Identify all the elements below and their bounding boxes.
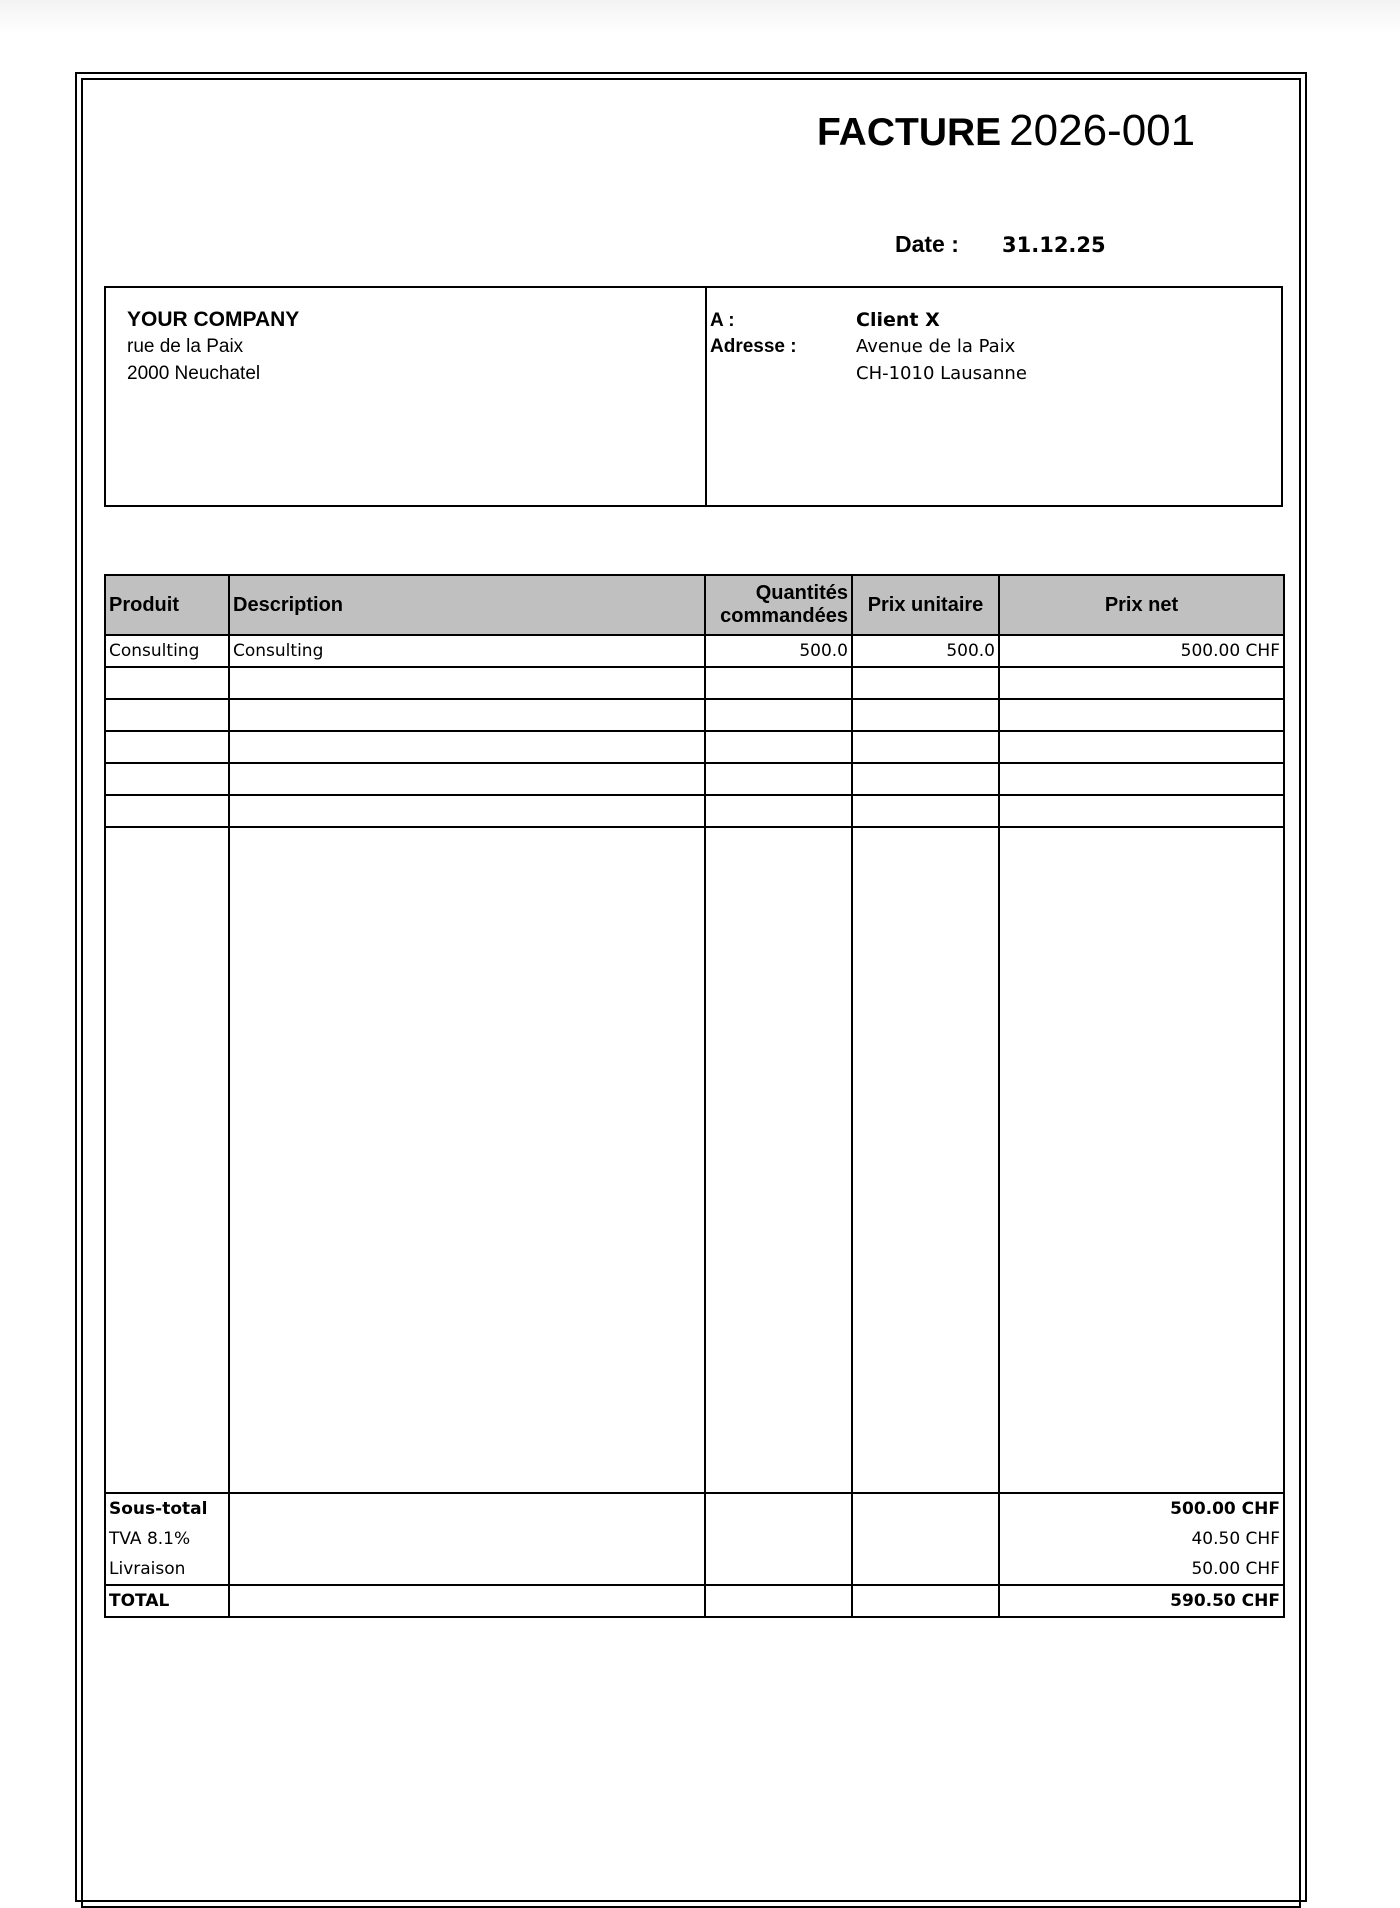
empty-cell [705,1493,852,1524]
shipping-row [105,1554,1284,1585]
cell-unit-price [852,795,999,827]
table-row [105,667,1284,699]
cell-unit-price [852,699,999,731]
invoice-title [817,106,1195,156]
table-row [105,635,1284,667]
date-value: 31.12.25 [1002,233,1106,257]
subtotal-value: 500.00 CHF [999,1493,1284,1524]
cell-product [105,795,229,827]
empty-cell [705,1554,852,1585]
empty-cell [705,1524,852,1554]
items-table [104,574,1285,1618]
header-quantity-line1: Quantités [755,582,848,604]
header-unit-price: Prix unitaire [852,575,999,635]
empty-cell [852,1585,999,1617]
cell-net-price: 500.00 CHF [999,635,1284,667]
cell-description: Consulting [229,635,705,667]
total-value: 590.50 CHF [999,1585,1284,1617]
empty-cell [852,1554,999,1585]
table-header-row [105,575,1284,635]
empty-cell [852,1493,999,1524]
filler-cell [852,827,999,1493]
cell-net-price [999,795,1284,827]
cell-product [105,667,229,699]
filler-cell [105,827,229,1493]
cell-net-price [999,731,1284,763]
total-row [105,1585,1284,1617]
table-row [105,731,1284,763]
recipient-to-label: A : [710,310,735,331]
total-label: TOTAL [105,1585,229,1617]
empty-cell [229,1493,705,1524]
cell-quantity [705,795,852,827]
vat-value: 40.50 CHF [999,1524,1284,1554]
cell-description [229,795,705,827]
empty-cell [705,1585,852,1617]
shipping-value: 50.00 CHF [999,1554,1284,1585]
empty-cell [229,1554,705,1585]
table-row [105,699,1284,731]
address-divider [705,288,707,505]
cell-description [229,731,705,763]
cell-description [229,667,705,699]
invoice-number: 2026-001 [1009,106,1196,155]
cell-unit-price [852,667,999,699]
subtotal-label: Sous-total [105,1493,229,1524]
invoice-title-word: FACTURE [817,111,1002,154]
header-quantity [705,575,852,635]
shipping-label: Livraison [105,1554,229,1585]
subtotal-row [105,1493,1284,1524]
cell-net-price [999,667,1284,699]
recipient-city: CH-1010 Lausanne [856,363,1027,384]
empty-cell [229,1524,705,1554]
filler-cell [229,827,705,1493]
filler-cell [999,827,1284,1493]
header-net-price: Prix net [999,575,1284,635]
sender-city: 2000 Neuchatel [127,363,261,384]
recipient-street: Avenue de la Paix [856,336,1016,357]
cell-quantity: 500.0 [705,635,852,667]
table-filler-row [105,827,1284,1493]
cell-net-price [999,699,1284,731]
sender-name: YOUR COMPANY [127,308,300,331]
cell-product [105,763,229,795]
cell-description [229,699,705,731]
cell-unit-price: 500.0 [852,635,999,667]
cell-unit-price [852,763,999,795]
address-box [104,286,1283,507]
cell-quantity [705,731,852,763]
header-description: Description [229,575,705,635]
cell-description [229,763,705,795]
vat-label: TVA 8.1% [105,1524,229,1554]
header-product: Produit [105,575,229,635]
cell-product [105,699,229,731]
cell-net-price [999,763,1284,795]
empty-cell [852,1524,999,1554]
empty-cell [229,1585,705,1617]
table-row [105,763,1284,795]
cell-unit-price [852,731,999,763]
cell-quantity [705,763,852,795]
sender-street: rue de la Paix [127,336,244,357]
recipient-name: Client X [856,309,940,331]
recipient-address-label: Adresse : [710,336,797,357]
filler-cell [705,827,852,1493]
top-shade [0,0,1400,34]
cell-quantity [705,667,852,699]
vat-row [105,1524,1284,1554]
header-quantity-line2: commandées [720,605,848,627]
cell-product [105,731,229,763]
cell-quantity [705,699,852,731]
table-row [105,795,1284,827]
cell-product: Consulting [105,635,229,667]
date-label: Date : [895,231,959,257]
